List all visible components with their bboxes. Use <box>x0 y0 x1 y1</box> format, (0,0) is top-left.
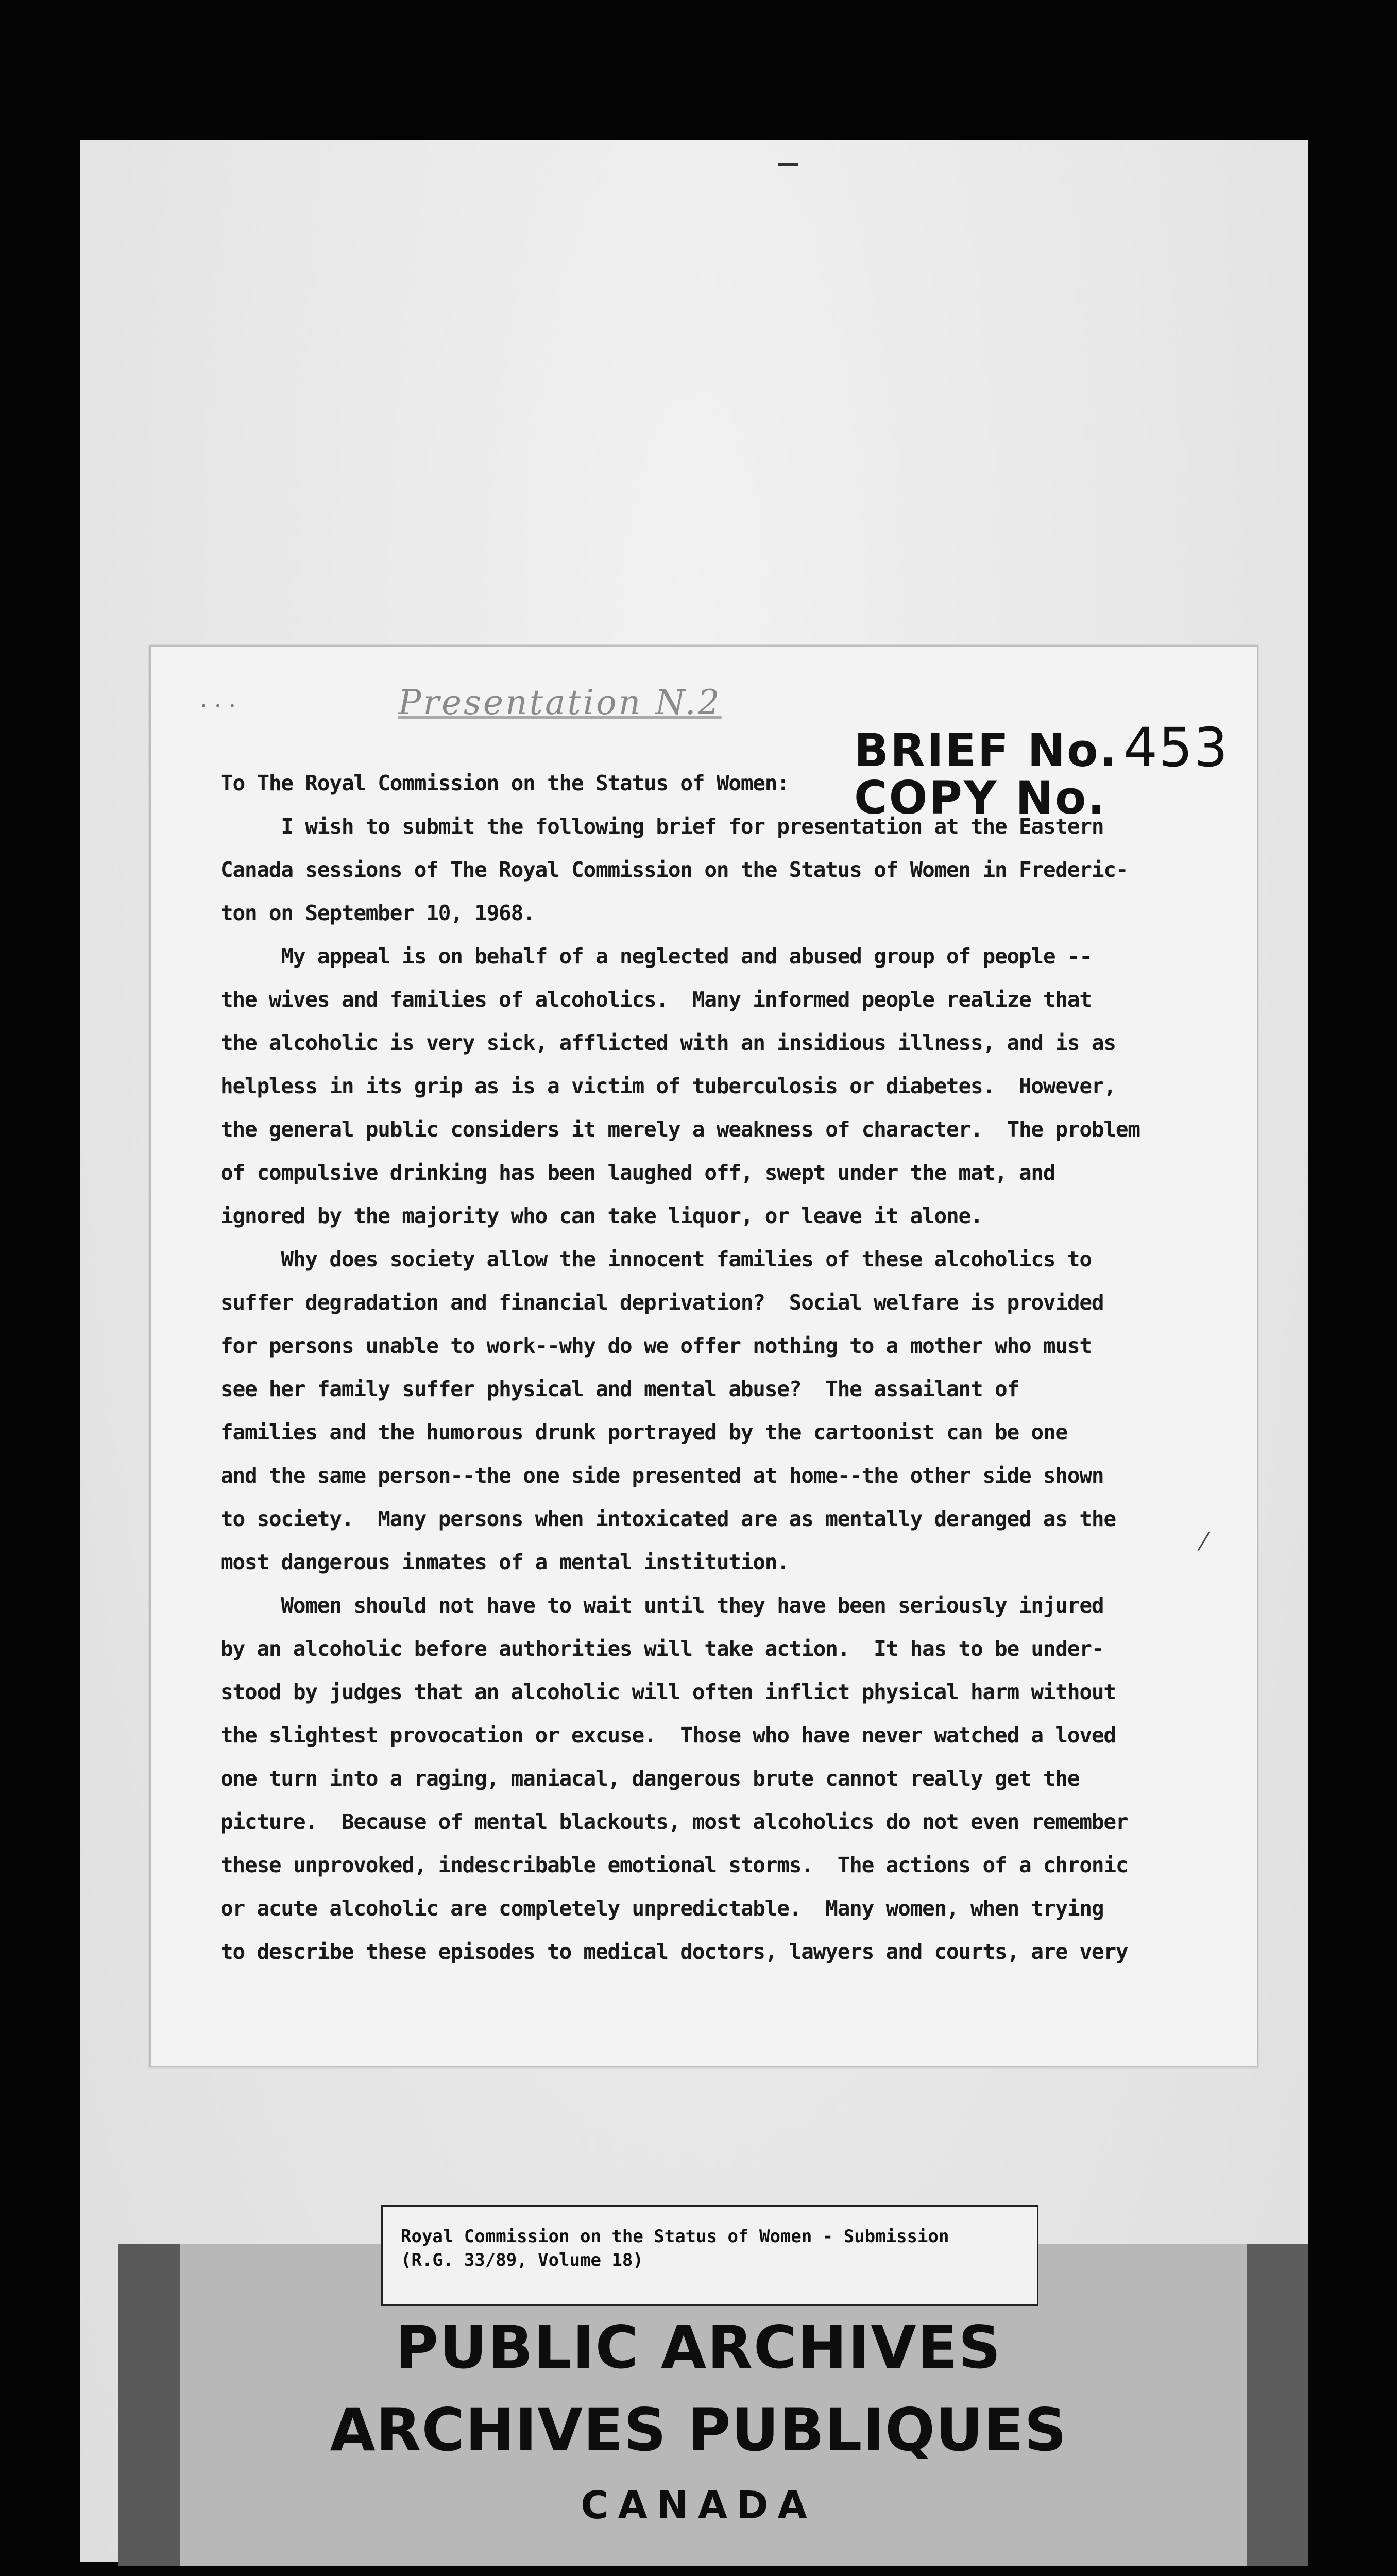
letter-line: Women should not have to wait until they have been seriously injured <box>220 1593 1104 1618</box>
letter-line: the alcoholic is very sick, afflicted with an insidious illness, and is as <box>220 1030 1116 1055</box>
letter-line: or acute alcoholic are completely unpredictable. Many women, when trying <box>220 1896 1104 1921</box>
margin-mark: ⁄ <box>1202 1528 1206 1556</box>
archive-title-fr: ARCHIVES PUBLIQUES <box>330 2396 1067 2464</box>
typed-letter-page <box>149 645 1258 2067</box>
letter-line: to society. Many persons when intoxicated are as mentally deranged as the <box>220 1506 1116 1531</box>
letter-line: picture. Because of mental blackouts, most alcoholics do not even remember <box>220 1809 1128 1834</box>
letter-line: suffer degradation and financial deprivation? Social welfare is provided <box>220 1290 1104 1315</box>
letter-line: I wish to submit the following brief for presentation at the Eastern <box>220 814 1104 839</box>
archive-country: CANADA <box>581 2483 816 2528</box>
brief-label: BRIEF No. <box>854 724 1118 777</box>
letter-line: to describe these episodes to medical doctors, lawyers and courts, are very <box>220 1939 1128 1964</box>
brief-number: 453 <box>1123 716 1229 779</box>
letter-line: the general public considers it merely a weakness of character. The problem <box>220 1117 1140 1142</box>
letter-line: for persons unable to work--why do we offer nothing to a mother who must <box>220 1333 1092 1358</box>
archive-title-en: PUBLIC ARCHIVES <box>395 2313 1002 2382</box>
reference-line-2: (R.G. 33/89, Volume 18) <box>401 2250 643 2270</box>
letter-line: ton on September 10, 1968. <box>220 901 535 925</box>
letter-line: the wives and families of alcoholics. Many informed people realize that <box>220 987 1092 1012</box>
letter-line: To The Royal Commission on the Status of Women: <box>220 771 789 795</box>
letter-line: helpless in its grip as is a victim of tuberculosis or diabetes. However, <box>220 1074 1116 1098</box>
letter-line: families and the humorous drunk portrayed by the cartoonist can be one <box>220 1420 1067 1445</box>
letter-line: one turn into a raging, maniacal, dangerous brute cannot really get the <box>220 1766 1080 1791</box>
archive-reference-label <box>381 2205 1038 2306</box>
reference-text <box>401 2225 949 2272</box>
reference-line-1: Royal Commission on the Status of Women - Submission <box>401 2226 949 2247</box>
letter-line: ignored by the majority who can take liquor, or leave it alone. <box>220 1204 983 1228</box>
letter-line: by an alcoholic before authorities will take action. It has to be under- <box>220 1636 1104 1661</box>
letter-line: see her family suffer physical and mental abuse? The assailant of <box>220 1377 1019 1401</box>
letter-line: these unprovoked, indescribable emotional storms. The actions of a chronic <box>220 1853 1128 1877</box>
letter-line: most dangerous inmates of a mental institution. <box>220 1550 789 1574</box>
copy-label: COPY No. <box>854 771 1106 824</box>
letter-line: stood by judges that an alcoholic will often inflict physical harm without <box>220 1680 1116 1704</box>
letter-line: and the same person--the one side presented at home--the other side shown <box>220 1463 1104 1488</box>
letter-line: Why does society allow the innocent families of these alcoholics to <box>220 1247 1092 1272</box>
handwritten-note: Presentation N.2 <box>398 683 722 722</box>
sheet-mark <box>778 163 798 166</box>
letter-line: of compulsive drinking has been laughed off, swept under the mat, and <box>220 1160 1055 1185</box>
letter-line: My appeal is on behalf of a neglected and abused group of people -- <box>220 944 1092 969</box>
stray-pencil-marks: · · · <box>200 693 236 719</box>
letter-line: Canada sessions of The Royal Commission on the Status of Women in Frederic- <box>220 857 1128 882</box>
letter-body <box>220 761 1240 1973</box>
letter-line: the slightest provocation or excuse. Those who have never watched a loved <box>220 1723 1116 1748</box>
outer-mount-sheet <box>80 140 1308 2562</box>
